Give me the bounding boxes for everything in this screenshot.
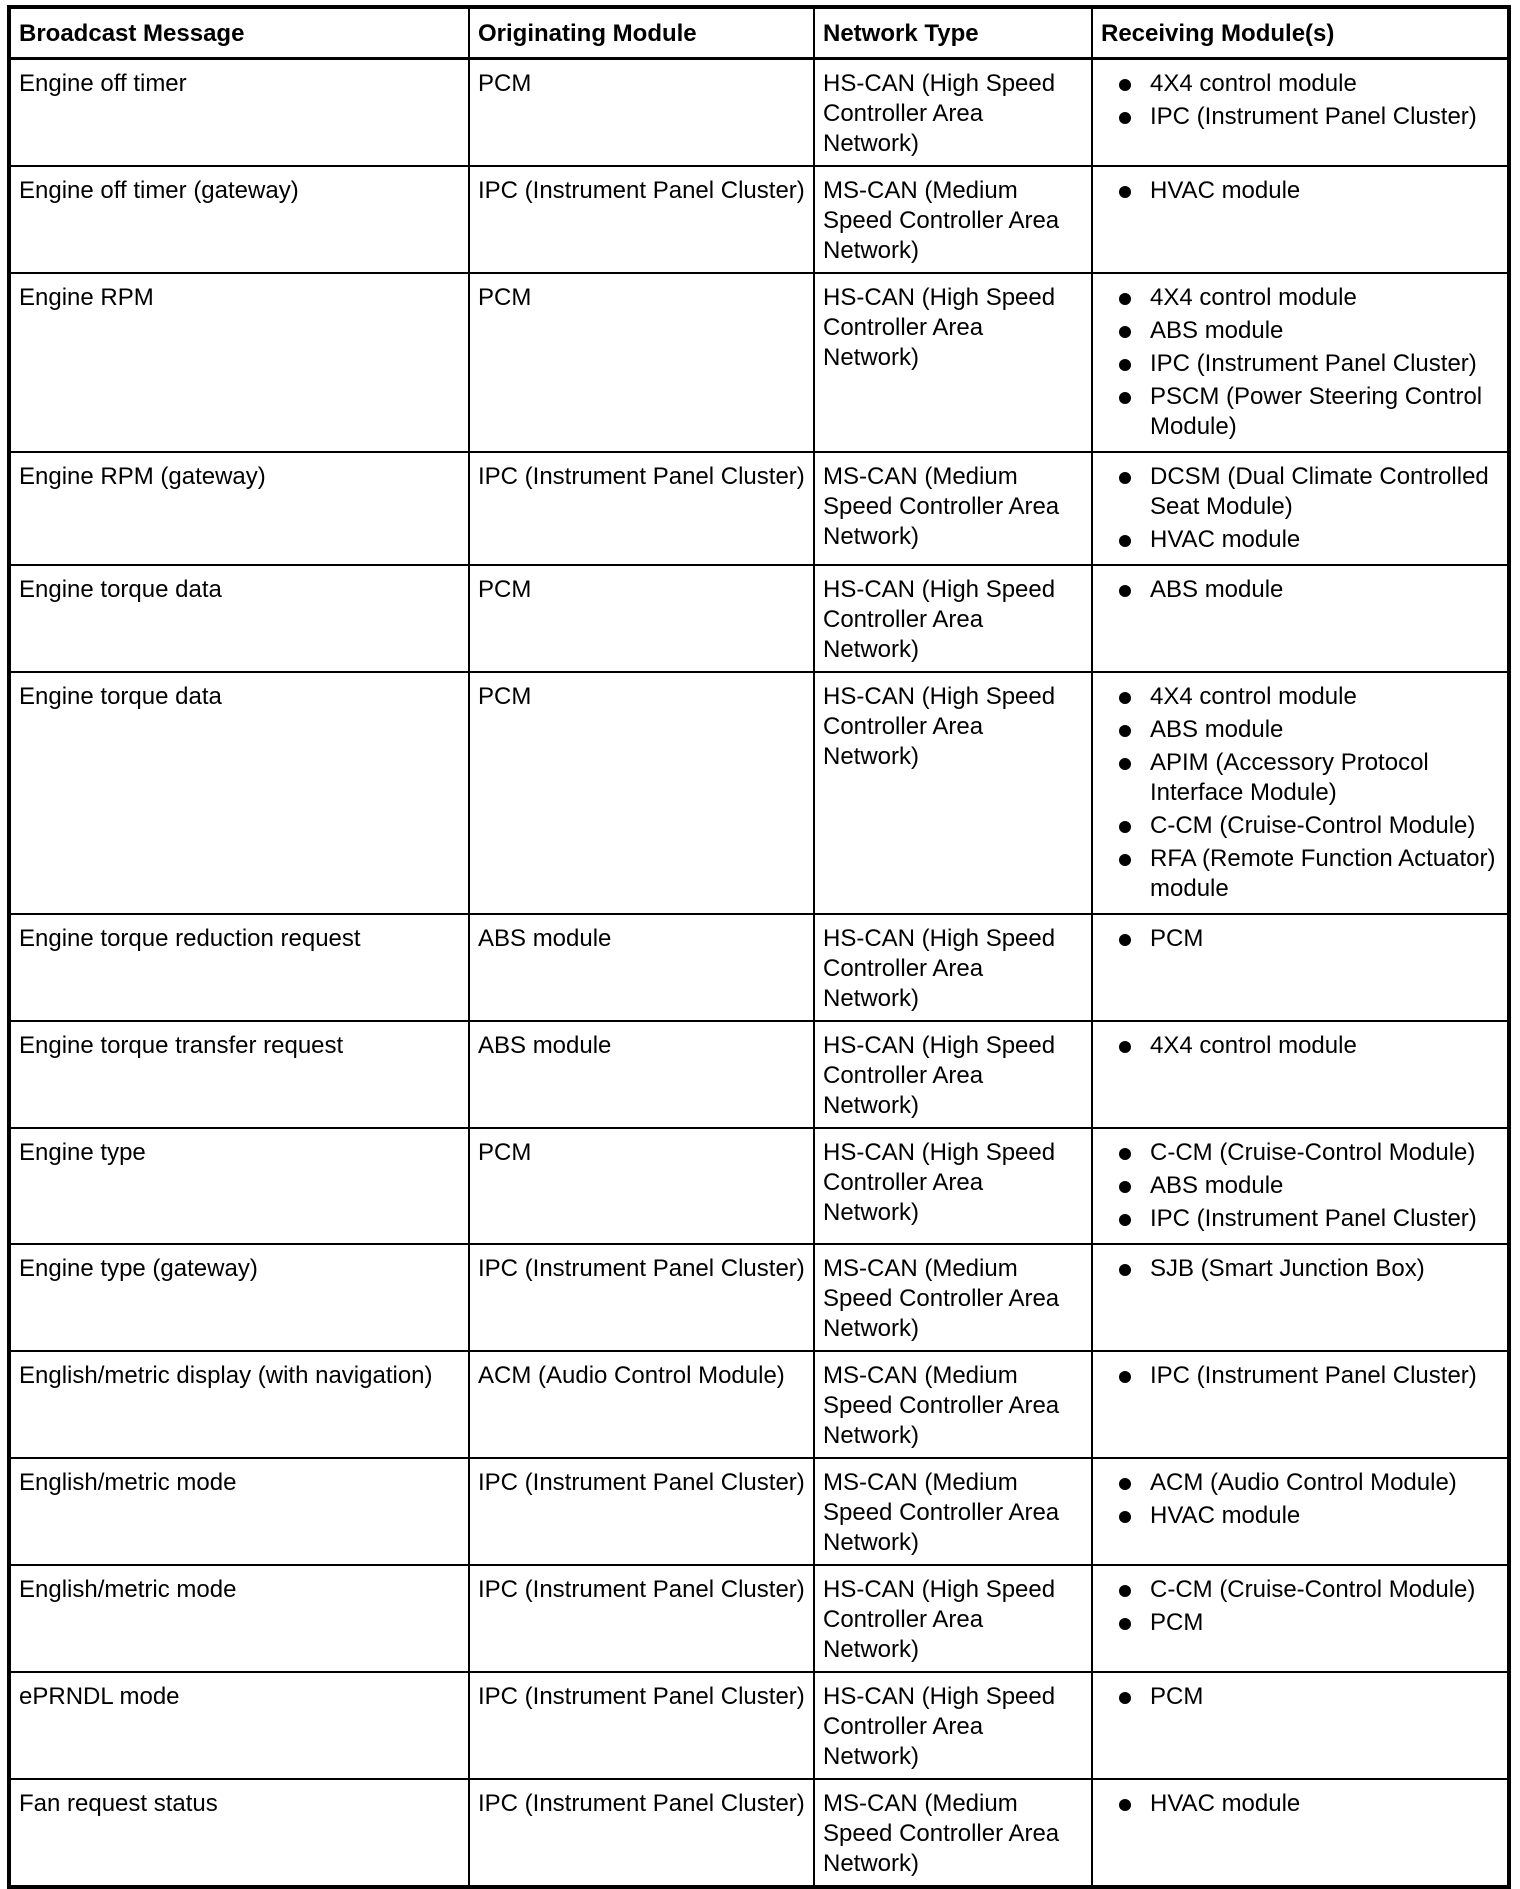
cell-originating-module: ABS module bbox=[469, 1021, 814, 1128]
list-item bbox=[1101, 715, 1499, 745]
cell-broadcast-message: ePRNDL mode bbox=[9, 1672, 469, 1779]
table-row bbox=[9, 273, 1509, 452]
cell-originating-module: PCM bbox=[469, 565, 814, 672]
list-item bbox=[1101, 1254, 1499, 1284]
broadcast-message-table bbox=[7, 5, 1511, 1889]
list-item bbox=[1101, 1501, 1499, 1531]
list-item bbox=[1101, 525, 1499, 555]
cell-originating-module: IPC (Instrument Panel Cluster) bbox=[469, 452, 814, 565]
cell-network-type: HS-CAN (High Speed Controller Area Network) bbox=[814, 672, 1092, 914]
cell-receiving-modules bbox=[1092, 565, 1509, 672]
list-item bbox=[1101, 1138, 1499, 1168]
table-row bbox=[9, 1779, 1509, 1887]
bullet-icon bbox=[1119, 535, 1131, 547]
bullet-icon bbox=[1119, 326, 1131, 338]
cell-broadcast-message: Engine RPM (gateway) bbox=[9, 452, 469, 565]
receiving-module-label: PCM bbox=[1150, 925, 1204, 952]
receiving-module-label: C-CM (Cruise-Control Module) bbox=[1150, 1576, 1476, 1603]
bullet-icon bbox=[1119, 1692, 1131, 1704]
cell-broadcast-message: English/metric mode bbox=[9, 1458, 469, 1565]
receiving-module-label: SJB (Smart Junction Box) bbox=[1150, 1255, 1425, 1282]
list-item bbox=[1101, 1608, 1499, 1638]
receiving-module-label: APIM (Accessory Protocol Interface Module) bbox=[1150, 749, 1429, 806]
table-row bbox=[9, 1021, 1509, 1128]
bullet-icon bbox=[1119, 934, 1131, 946]
cell-network-type: MS-CAN (Medium Speed Controller Area Network) bbox=[814, 166, 1092, 273]
table-row bbox=[9, 1565, 1509, 1672]
cell-originating-module: IPC (Instrument Panel Cluster) bbox=[469, 1565, 814, 1672]
bullet-icon bbox=[1119, 1214, 1131, 1226]
receiving-module-label: 4X4 control module bbox=[1150, 683, 1357, 710]
table-row bbox=[9, 1244, 1509, 1351]
list-item bbox=[1101, 283, 1499, 313]
bullet-icon bbox=[1119, 821, 1131, 833]
cell-network-type: HS-CAN (High Speed Controller Area Network) bbox=[814, 1128, 1092, 1244]
cell-broadcast-message: English/metric mode bbox=[9, 1565, 469, 1672]
list-item bbox=[1101, 811, 1499, 841]
cell-receiving-modules bbox=[1092, 1779, 1509, 1887]
list-item bbox=[1101, 316, 1499, 346]
receiving-module-list bbox=[1101, 1468, 1499, 1531]
cell-network-type: HS-CAN (High Speed Controller Area Network) bbox=[814, 1021, 1092, 1128]
cell-broadcast-message: Engine RPM bbox=[9, 273, 469, 452]
table-row bbox=[9, 914, 1509, 1021]
table-row bbox=[9, 1458, 1509, 1565]
bullet-icon bbox=[1119, 1799, 1131, 1811]
receiving-module-label: HVAC module bbox=[1150, 1502, 1301, 1529]
list-item bbox=[1101, 1575, 1499, 1605]
bullet-icon bbox=[1119, 1041, 1131, 1053]
table-body bbox=[9, 59, 1509, 1888]
bullet-icon bbox=[1119, 725, 1131, 737]
cell-receiving-modules bbox=[1092, 166, 1509, 273]
list-item bbox=[1101, 844, 1499, 904]
header-originating-module: Originating Module bbox=[469, 7, 814, 59]
list-item bbox=[1101, 462, 1499, 522]
bullet-icon bbox=[1119, 112, 1131, 124]
cell-originating-module: IPC (Instrument Panel Cluster) bbox=[469, 1244, 814, 1351]
cell-originating-module: IPC (Instrument Panel Cluster) bbox=[469, 1672, 814, 1779]
cell-broadcast-message: Engine off timer bbox=[9, 59, 469, 167]
table-row bbox=[9, 1672, 1509, 1779]
cell-receiving-modules bbox=[1092, 1021, 1509, 1128]
receiving-module-list bbox=[1101, 1789, 1499, 1819]
list-item bbox=[1101, 575, 1499, 605]
table-row bbox=[9, 672, 1509, 914]
cell-network-type: HS-CAN (High Speed Controller Area Network) bbox=[814, 1672, 1092, 1779]
cell-network-type: MS-CAN (Medium Speed Controller Area Network) bbox=[814, 1351, 1092, 1458]
receiving-module-list bbox=[1101, 575, 1499, 605]
receiving-module-list bbox=[1101, 1575, 1499, 1638]
receiving-module-list bbox=[1101, 176, 1499, 206]
receiving-module-label: IPC (Instrument Panel Cluster) bbox=[1150, 350, 1477, 377]
cell-receiving-modules bbox=[1092, 1565, 1509, 1672]
cell-network-type: HS-CAN (High Speed Controller Area Network) bbox=[814, 273, 1092, 452]
receiving-module-label: C-CM (Cruise-Control Module) bbox=[1150, 1139, 1476, 1166]
list-item bbox=[1101, 102, 1499, 132]
receiving-module-list bbox=[1101, 1254, 1499, 1284]
receiving-module-label: PCM bbox=[1150, 1683, 1204, 1710]
receiving-module-label: HVAC module bbox=[1150, 177, 1301, 204]
bullet-icon bbox=[1119, 472, 1131, 484]
list-item bbox=[1101, 1171, 1499, 1201]
bullet-icon bbox=[1119, 1478, 1131, 1490]
table-row bbox=[9, 1128, 1509, 1244]
receiving-module-label: RFA (Remote Function Actuator) module bbox=[1150, 845, 1496, 902]
cell-receiving-modules bbox=[1092, 1244, 1509, 1351]
cell-network-type: HS-CAN (High Speed Controller Area Network) bbox=[814, 914, 1092, 1021]
cell-originating-module: ABS module bbox=[469, 914, 814, 1021]
receiving-module-label: ABS module bbox=[1150, 1172, 1284, 1199]
receiving-module-list bbox=[1101, 1138, 1499, 1234]
cell-network-type: HS-CAN (High Speed Controller Area Network) bbox=[814, 1565, 1092, 1672]
receiving-module-list bbox=[1101, 69, 1499, 132]
cell-broadcast-message: English/metric display (with navigation) bbox=[9, 1351, 469, 1458]
bullet-icon bbox=[1119, 692, 1131, 704]
cell-broadcast-message: Engine torque reduction request bbox=[9, 914, 469, 1021]
header-broadcast-message: Broadcast Message bbox=[9, 7, 469, 59]
receiving-module-list bbox=[1101, 462, 1499, 555]
cell-originating-module: IPC (Instrument Panel Cluster) bbox=[469, 1779, 814, 1887]
header-row bbox=[9, 7, 1509, 59]
list-item bbox=[1101, 748, 1499, 808]
table-row bbox=[9, 59, 1509, 167]
cell-receiving-modules bbox=[1092, 1458, 1509, 1565]
bullet-icon bbox=[1119, 758, 1131, 770]
receiving-module-label: IPC (Instrument Panel Cluster) bbox=[1150, 1205, 1477, 1232]
table-row bbox=[9, 565, 1509, 672]
header-network-type: Network Type bbox=[814, 7, 1092, 59]
receiving-module-label: 4X4 control module bbox=[1150, 70, 1357, 97]
cell-receiving-modules bbox=[1092, 273, 1509, 452]
receiving-module-label: IPC (Instrument Panel Cluster) bbox=[1150, 103, 1477, 130]
header-receiving-modules: Receiving Module(s) bbox=[1092, 7, 1509, 59]
bullet-icon bbox=[1119, 293, 1131, 305]
cell-broadcast-message: Engine off timer (gateway) bbox=[9, 166, 469, 273]
cell-receiving-modules bbox=[1092, 914, 1509, 1021]
receiving-module-list bbox=[1101, 924, 1499, 954]
list-item bbox=[1101, 176, 1499, 206]
table-header bbox=[9, 7, 1509, 59]
list-item bbox=[1101, 1468, 1499, 1498]
cell-originating-module: ACM (Audio Control Module) bbox=[469, 1351, 814, 1458]
receiving-module-list bbox=[1101, 1031, 1499, 1061]
receiving-module-label: 4X4 control module bbox=[1150, 1032, 1357, 1059]
cell-network-type: MS-CAN (Medium Speed Controller Area Network) bbox=[814, 452, 1092, 565]
cell-broadcast-message: Fan request status bbox=[9, 1779, 469, 1887]
cell-network-type: HS-CAN (High Speed Controller Area Network) bbox=[814, 59, 1092, 167]
bullet-icon bbox=[1119, 1511, 1131, 1523]
bullet-icon bbox=[1119, 79, 1131, 91]
receiving-module-label: ACM (Audio Control Module) bbox=[1150, 1469, 1457, 1496]
receiving-module-label: 4X4 control module bbox=[1150, 284, 1357, 311]
receiving-module-label: HVAC module bbox=[1150, 1790, 1301, 1817]
cell-receiving-modules bbox=[1092, 59, 1509, 167]
table-row bbox=[9, 166, 1509, 273]
list-item bbox=[1101, 1361, 1499, 1391]
cell-originating-module: PCM bbox=[469, 672, 814, 914]
cell-broadcast-message: Engine torque data bbox=[9, 565, 469, 672]
cell-network-type: MS-CAN (Medium Speed Controller Area Network) bbox=[814, 1458, 1092, 1565]
cell-receiving-modules bbox=[1092, 452, 1509, 565]
bullet-icon bbox=[1119, 392, 1131, 404]
list-item bbox=[1101, 682, 1499, 712]
receiving-module-list bbox=[1101, 682, 1499, 904]
bullet-icon bbox=[1119, 1371, 1131, 1383]
broadcast-message-table-container bbox=[7, 5, 1507, 1889]
cell-broadcast-message: Engine torque data bbox=[9, 672, 469, 914]
list-item bbox=[1101, 1031, 1499, 1061]
table-row bbox=[9, 452, 1509, 565]
bullet-icon bbox=[1119, 1148, 1131, 1160]
receiving-module-list bbox=[1101, 1361, 1499, 1391]
receiving-module-label: HVAC module bbox=[1150, 526, 1301, 553]
bullet-icon bbox=[1119, 585, 1131, 597]
cell-originating-module: IPC (Instrument Panel Cluster) bbox=[469, 1458, 814, 1565]
receiving-module-label: ABS module bbox=[1150, 716, 1284, 743]
list-item bbox=[1101, 349, 1499, 379]
cell-receiving-modules bbox=[1092, 1351, 1509, 1458]
list-item bbox=[1101, 1789, 1499, 1819]
bullet-icon bbox=[1119, 1264, 1131, 1276]
cell-receiving-modules bbox=[1092, 1128, 1509, 1244]
cell-network-type: MS-CAN (Medium Speed Controller Area Network) bbox=[814, 1779, 1092, 1887]
bullet-icon bbox=[1119, 186, 1131, 198]
bullet-icon bbox=[1119, 1181, 1131, 1193]
cell-broadcast-message: Engine type (gateway) bbox=[9, 1244, 469, 1351]
receiving-module-label: PSCM (Power Steering Control Module) bbox=[1150, 383, 1483, 440]
cell-broadcast-message: Engine torque transfer request bbox=[9, 1021, 469, 1128]
cell-originating-module: PCM bbox=[469, 1128, 814, 1244]
receiving-module-label: ABS module bbox=[1150, 576, 1284, 603]
receiving-module-list bbox=[1101, 283, 1499, 442]
cell-network-type: MS-CAN (Medium Speed Controller Area Network) bbox=[814, 1244, 1092, 1351]
cell-receiving-modules bbox=[1092, 672, 1509, 914]
receiving-module-label: ABS module bbox=[1150, 317, 1284, 344]
bullet-icon bbox=[1119, 854, 1131, 866]
receiving-module-label: C-CM (Cruise-Control Module) bbox=[1150, 812, 1476, 839]
list-item bbox=[1101, 382, 1499, 442]
bullet-icon bbox=[1119, 1585, 1131, 1597]
cell-originating-module: IPC (Instrument Panel Cluster) bbox=[469, 166, 814, 273]
list-item bbox=[1101, 1682, 1499, 1712]
list-item bbox=[1101, 1204, 1499, 1234]
receiving-module-list bbox=[1101, 1682, 1499, 1712]
cell-receiving-modules bbox=[1092, 1672, 1509, 1779]
receiving-module-label: IPC (Instrument Panel Cluster) bbox=[1150, 1362, 1477, 1389]
receiving-module-label: PCM bbox=[1150, 1609, 1204, 1636]
table-row bbox=[9, 1351, 1509, 1458]
list-item bbox=[1101, 69, 1499, 99]
list-item bbox=[1101, 924, 1499, 954]
bullet-icon bbox=[1119, 1618, 1131, 1630]
cell-network-type: HS-CAN (High Speed Controller Area Network) bbox=[814, 565, 1092, 672]
bullet-icon bbox=[1119, 359, 1131, 371]
receiving-module-label: DCSM (Dual Climate Controlled Seat Module) bbox=[1150, 463, 1489, 520]
cell-broadcast-message: Engine type bbox=[9, 1128, 469, 1244]
cell-originating-module: PCM bbox=[469, 273, 814, 452]
cell-originating-module: PCM bbox=[469, 59, 814, 167]
